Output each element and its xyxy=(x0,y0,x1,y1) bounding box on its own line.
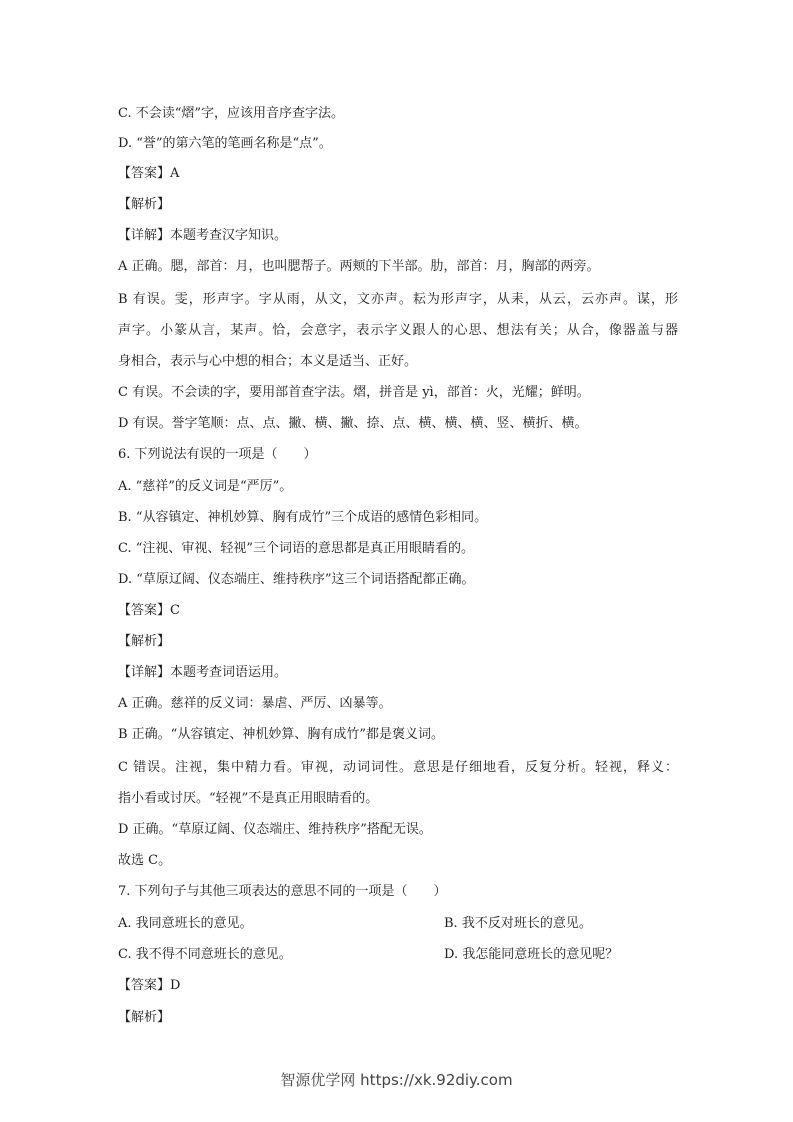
option-d: D. 我怎能同意班长的意见呢？ xyxy=(444,947,619,962)
detail-line: A 正确。腮，部首：月，也叫腮帮子。两颊的下半部。肋，部首：月，胸部的两旁。 xyxy=(118,259,600,274)
option-c: C. 我不得不同意班长的意见。 xyxy=(118,947,292,962)
answer-label: 【答案】A xyxy=(118,166,180,181)
question-6: 6. 下列说法有误的一项是（ ） xyxy=(118,447,317,462)
option-d: D. “誉”的第六笔的笔画名称是“点”。 xyxy=(118,136,332,151)
detail-line: 声字。小篆从言，某声。恰，会意字，表示字义跟人的心思、想法有关；从合，像器盖与器 xyxy=(118,323,678,338)
detail-line: C 错误。注视，集中精力看。审视，动词词性。意思是仔细地看，反复分析。轻视，释义： xyxy=(118,760,678,775)
option-a: A. “慈祥”的反义词是“严厉”。 xyxy=(118,479,293,494)
detail-line: D 有误。誉字笔顺：点、点、撇、横、撇、捺、点、横、横、横、竖、横折、横。 xyxy=(118,416,588,431)
answer-label: 【答案】C xyxy=(118,603,180,618)
option-d: D. “草原辽阔、仪态端庄、维持秩序”这三个词语搭配都正确。 xyxy=(118,572,475,587)
detail-line: B 正确。“从容镇定、神机妙算、胸有成竹”都是褒义词。 xyxy=(118,727,444,742)
detail-line: 指小看或讨厌。“轻视”不是真正用眼睛看的。 xyxy=(118,791,379,806)
detail-line: B 有误。雯，形声字。字从雨，从文，文亦声。耘为形声字，从耒，从云，云亦声。谋，形 xyxy=(118,292,678,307)
detail-line: D 正确。“草原辽阔、仪态端庄、维持秩序”搭配无误。 xyxy=(118,822,432,837)
answer-label: 【答案】D xyxy=(118,978,181,993)
detail-line: C 有误。不会读的字，要用部首查字法。熠，拼音是 yì，部首：火，光耀；鲜明。 xyxy=(118,385,590,400)
question-7: 7. 下列句子与其他三项表达的意思不同的一项是（ ） xyxy=(118,884,447,899)
detail-line: A 正确。慈祥的反义词：暴虐、严厉、凶暴等。 xyxy=(118,696,392,711)
option-c: C. “注视、审视、轻视”三个词语的意思都是真正用眼睛看的。 xyxy=(118,541,475,556)
detail-line: 身相合，表示与心中想的相合；本义是适当、正好。 xyxy=(118,354,418,369)
analysis-label: 【解析】 xyxy=(118,197,171,212)
option-b: B. 我不反对班长的意见。 xyxy=(444,916,592,931)
analysis-label: 【解析】 xyxy=(118,634,171,649)
option-c: C. 不会读“熠”字，应该用音序查字法。 xyxy=(118,106,345,121)
detail-label: 【详解】本题考查词语运用。 xyxy=(118,665,288,680)
analysis-label: 【解析】 xyxy=(118,1010,171,1025)
detail-label: 【详解】本题考查汉字知识。 xyxy=(118,228,288,243)
footer-watermark: 智源优学网 https://xk.92diy.com xyxy=(280,1071,513,1089)
conclusion: 故选 C。 xyxy=(118,853,172,868)
option-a: A. 我同意班长的意见。 xyxy=(118,916,253,931)
option-b: B. “从容镇定、神机妙算、胸有成竹”三个成语的感情色彩相同。 xyxy=(118,510,488,525)
